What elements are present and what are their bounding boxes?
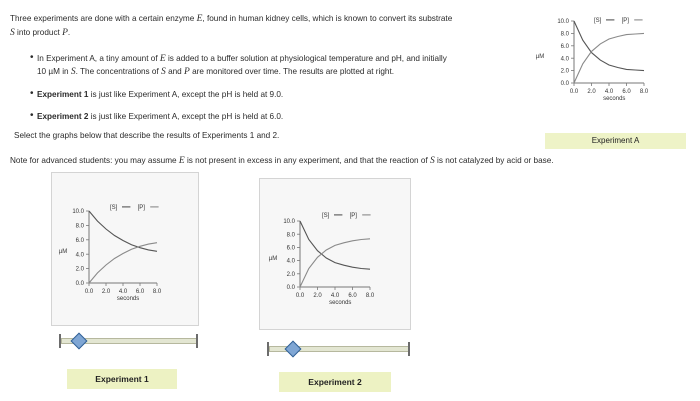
- bullet-a-line-2: 10 µM in S. The concentrations of S and P are monitored over time. The results are plotted at right.: [37, 67, 395, 77]
- bullet-dot-1: •: [30, 88, 34, 99]
- y-tick-label: 8.0: [75, 223, 84, 230]
- x-tick-label: 6.0: [348, 293, 357, 299]
- y-tick-label: 0.0: [286, 285, 295, 292]
- y-tick-label: 8.0: [560, 31, 569, 38]
- experiment-1-slider-knob[interactable]: [70, 333, 87, 350]
- y-tick-label: 10.0: [72, 209, 84, 216]
- experiment-2-chart-frame: [259, 178, 411, 330]
- bullet-a-line-1: In Experiment A, a tiny amount of E is added to a buffer solution at physiological temperature and pH, and initially: [37, 54, 447, 64]
- x-tick-label: 4.0: [330, 293, 340, 299]
- experiment-1-slider-start: [59, 334, 61, 348]
- x-axis-label: seconds: [329, 300, 352, 306]
- chart-experiment-a: [528, 10, 693, 127]
- x-tick-label: 4.0: [118, 289, 128, 295]
- substrate-series-line: [574, 21, 644, 71]
- x-tick-label: 8.0: [152, 289, 162, 295]
- chart-experiment-a-svg: [528, 10, 693, 122]
- x-tick-label: 6.0: [622, 89, 631, 95]
- x-tick-label: 0.0: [569, 89, 579, 95]
- legend-p-label: [P]: [349, 213, 357, 219]
- bullet-experiment-2: Experiment 2 is just like Experiment A, except the pH is held at 6.0.: [37, 112, 284, 121]
- chart-experiment-2-svg: [260, 179, 410, 329]
- x-tick-label: 8.0: [639, 89, 649, 95]
- experiment-2-slider-knob[interactable]: [284, 341, 301, 358]
- y-tick-label: 2.0: [560, 68, 569, 75]
- legend-p-label: [P]: [137, 205, 145, 211]
- y-axis-label: µM: [268, 256, 278, 262]
- y-tick-label: 6.0: [560, 43, 569, 50]
- product-series-line: [89, 243, 157, 283]
- experiment-2-label: Experiment 2: [279, 372, 391, 392]
- y-tick-label: 8.0: [286, 232, 295, 239]
- experiment-2-slider-start: [267, 342, 269, 356]
- intro-line-2: S into product P.: [10, 28, 71, 38]
- legend-s-label: [S]: [322, 213, 330, 219]
- intro-line-1: Three experiments are done with a certain enzyme E, found in human kidney cells, which is known to convert its substrate: [10, 14, 453, 24]
- y-tick-label: 6.0: [286, 245, 295, 252]
- legend-s-label: [S]: [594, 18, 602, 24]
- experiment-2-option[interactable]: [259, 178, 411, 396]
- y-axis-label: µM: [535, 54, 545, 60]
- x-tick-label: 2.0: [101, 289, 111, 295]
- advanced-note: Note for advanced students: you may assume E is not present in excess in any experiment, and that the reaction of S is not catalyzed by acid or base.: [10, 156, 554, 166]
- x-tick-label: 2.0: [587, 89, 596, 95]
- y-tick-label: 4.0: [286, 258, 295, 265]
- experiment-1-label: Experiment 1: [67, 369, 177, 389]
- x-tick-label: 8.0: [365, 293, 375, 299]
- y-tick-label: 10.0: [283, 219, 295, 226]
- x-tick-label: 6.0: [135, 289, 145, 295]
- y-tick-label: 0.0: [560, 81, 569, 88]
- y-axis-label: µM: [58, 249, 68, 255]
- x-axis-label: seconds: [603, 96, 626, 102]
- bullet-experiment-1: Experiment 1 is just like Experiment A, except the pH is held at 9.0.: [37, 90, 284, 99]
- experiment-a-label: Experiment A: [545, 133, 686, 149]
- experiment-2-slider-end: [408, 342, 410, 356]
- y-tick-label: 4.0: [75, 252, 84, 259]
- x-tick-label: 2.0: [313, 293, 322, 299]
- experiment-1-chart-frame: [51, 172, 199, 326]
- y-tick-label: 4.0: [560, 56, 569, 63]
- legend-p-label: [P]: [621, 18, 629, 24]
- experiment-1-slider-end: [196, 334, 198, 348]
- bullet-dot-2: •: [30, 110, 34, 121]
- experiment-1-option[interactable]: [51, 172, 199, 392]
- bullet-dot-a: •: [30, 52, 34, 63]
- y-tick-label: 0.0: [75, 281, 84, 288]
- y-tick-label: 10.0: [557, 19, 569, 26]
- legend-s-label: [S]: [110, 205, 118, 211]
- select-instruction: Select the graphs below that describe the results of Experiments 1 and 2.: [14, 131, 280, 140]
- y-tick-label: 2.0: [75, 266, 84, 273]
- x-tick-label: 4.0: [604, 89, 614, 95]
- y-tick-label: 2.0: [286, 271, 295, 278]
- y-tick-label: 6.0: [75, 237, 84, 244]
- x-axis-label: seconds: [116, 296, 140, 302]
- substrate-series-line: [89, 211, 157, 251]
- chart-experiment-1-svg: [52, 173, 198, 325]
- x-tick-label: 0.0: [84, 289, 94, 295]
- x-tick-label: 0.0: [295, 293, 305, 299]
- product-series-line: [574, 33, 644, 83]
